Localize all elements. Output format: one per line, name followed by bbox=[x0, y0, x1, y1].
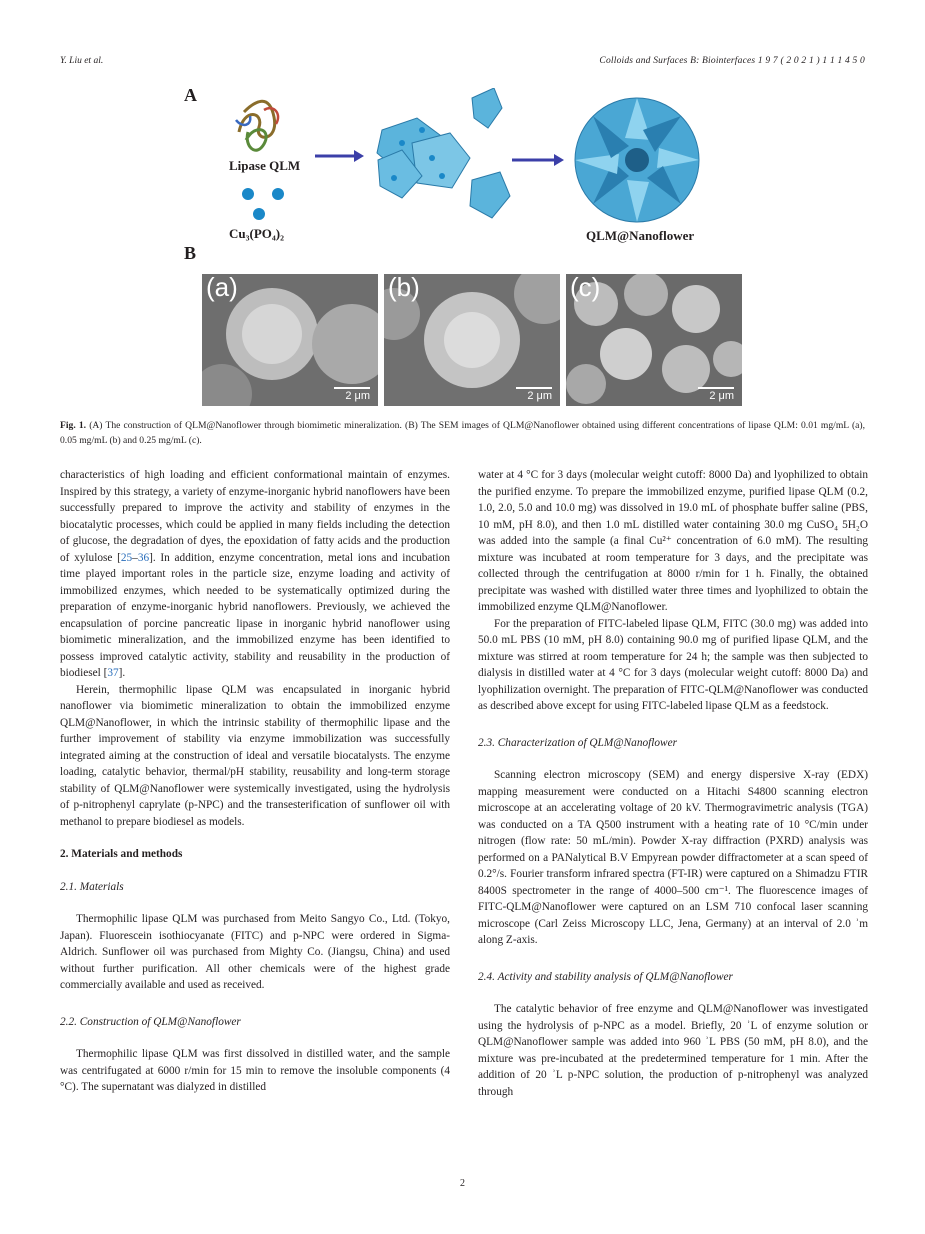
mineral-label: Cu₃(PO₄)₂ bbox=[229, 226, 285, 241]
panel-a-label: A bbox=[184, 85, 197, 105]
sem-image-a bbox=[202, 274, 378, 406]
paragraph-text: ]. bbox=[118, 667, 126, 679]
copper-phosphate-balls bbox=[242, 188, 284, 220]
paragraph: The catalytic behavior of free enzyme and QLM@Nanoflower was investigated using the hydrolysis of p-NPC as a model. Briefly, 20 ʾL of enzyme solution or QLM@Nanoflower sample was added into 960 ʾL PBS (50 mM, pH 8.0), and the mixture was pre-incubated at the predetermined temperature for 1 min. After the addition of 20 ʾL p-NPC solution, the production of p-nitrophenyl was analyzed through bbox=[478, 1003, 868, 1098]
figure-caption bbox=[60, 418, 865, 448]
subsection-heading: 2.2. Construction of QLM@Nanoflower bbox=[60, 1015, 241, 1028]
enzyme-label: Lipase QLM bbox=[229, 158, 301, 173]
paragraph-text: characteristics of high loading and efficient conformational maintain of enzymes. Inspired by this strategy, a variety of enzyme-inorganic hybrid nanoflowers have been successfully prepared to improve the activity and stability of enzymes in the biocatalytic processes, which could be applied in many fields including the detection of glucose, the degradation of dyes, the epoxidation of fatty acids and the production of xylulose [ bbox=[60, 469, 450, 564]
scale-bar bbox=[516, 387, 552, 389]
product-label: QLM@Nanoflower bbox=[586, 228, 695, 243]
subsection-heading: 2.4. Activity and stability analysis of QLM@Nanoflower bbox=[478, 970, 733, 983]
sem-tag: (a) bbox=[206, 274, 238, 302]
arrow-1 bbox=[315, 150, 364, 162]
caption-prefix: Fig. 1. bbox=[60, 420, 87, 431]
sem-tag: (c) bbox=[570, 274, 601, 302]
section-heading: 2. Materials and methods bbox=[60, 848, 183, 860]
figure-1 bbox=[182, 85, 842, 408]
right-column bbox=[478, 467, 868, 1100]
paragraph: Herein, thermophilic lipase QLM was encapsulated in inorganic hybrid nanoflower via biomimetic mineralization to obtain the immobilized enzyme QLM@Nanoflower, in which the intrinsic stability of thermophilic lipase and the further improvement of stability via enzyme immobilization was successfully integrated aiming at the construction of ideal and versatile biocatalysts. The enzyme loading, catalytic behavior, thermal/pH stability, reusability and long-term storage stability of QLM@Nanoflower were systemically investigated, using the hydrolysis of p-nitrophenyl caprylate (p-NPC) and the transesterification of sunflower oil with methanol to prepare biodiesel as models. bbox=[60, 683, 450, 828]
scale-label: 2 μm bbox=[709, 390, 734, 402]
scale-label: 2 μm bbox=[527, 390, 552, 402]
panel-b-label: B bbox=[184, 243, 197, 263]
paragraph-text: ]. In addition, enzyme concentration, metal ions and incubation time played important roles in the particle size, enzyme loading and activity of immobilized enzymes, which needed to be systematically optimized during the preparation of enzyme-inorganic hybrid nanoflowers. Previously, we achieved the encapsulation of porcine pancreatic lipase in inorganic hybrid nanoflower using biomimetic mineralization, and the immobilized enzyme has been identified to possess improved catalytic activity, stability and reusability in the production of biodiesel [ bbox=[60, 551, 450, 679]
lipase-structure-icon bbox=[236, 101, 278, 150]
paragraph: Thermophilic lipase QLM was first dissolved in distilled water, and the sample was centrifugated at 6000 r/min for 15 min to remove the insoluble components (4 °C). The supernatant was dialyzed in distilled bbox=[60, 1048, 450, 1093]
citation-link[interactable]: 25 bbox=[120, 551, 133, 564]
crystal-sheet-bottom bbox=[470, 172, 510, 218]
caption-text: (A) The construction of QLM@Nanoflower through biomimetic mineralization. (B) The SEM images of QLM@Nanoflower obtained using different concentrations of lipase QLM: 0.01 mg/mL (a), 0.05 mg/mL (b) and 0.25 mg/mL (c). bbox=[60, 420, 865, 446]
citation-link[interactable]: 36 bbox=[137, 551, 150, 564]
paragraph: Thermophilic lipase QLM was purchased from Meito Sangyo Co., Ltd. (Tokyo, Japan). Fluorescein isothiocyanate (FITC) and p-NPC were ordered in Sigma-Aldrich. Sunflower oil was purchased from Mighty Co. (Jiangsu, China) and used without further purification. All other chemicals were of the highest grade commercially available and used as received. bbox=[60, 913, 450, 991]
running-header-authors: Y. Liu et al. bbox=[60, 56, 104, 66]
scale-bar bbox=[698, 387, 734, 389]
arrow-2 bbox=[512, 154, 564, 166]
subsection-heading: 2.3. Characterization of QLM@Nanoflower bbox=[478, 736, 677, 749]
left-column bbox=[60, 467, 450, 1096]
scale-label: 2 μm bbox=[345, 390, 370, 402]
nanoflower-icon bbox=[575, 98, 699, 222]
paragraph: characteristics of high loading and efficient conformational maintain of enzymes. Inspired by this strategy, a variety of enzyme-inorganic hybrid nanoflowers have been successfully prepared to improve the activity and stability of enzymes in the biocatalytic processes, which could be applied in many fields including the detection of glucose, the degradation of dyes, the epoxidation of fatty acids and the production of xylulose [25–36]. In addition, enzyme concentration, metal ions and incubation time played important roles in the particle size, enzyme loading and activity of immobilized enzymes, which needed to be systematically optimized during the preparation of enzyme-inorganic hybrid nanoflowers. Previously, we achieved the encapsulation of porcine pancreatic lipase in inorganic hybrid nanoflower using biomimetic mineralization, and the immobilized enzyme has been identified to possess improved catalytic activity, stability and reusability in the production of biodiesel [37]. bbox=[60, 469, 450, 679]
subsection-heading: 2.1. Materials bbox=[60, 880, 124, 893]
sem-image-c bbox=[566, 274, 742, 406]
paragraph: Scanning electron microscopy (SEM) and energy dispersive X-ray (EDX) mapping measurement were conducted on a Hitachi S4800 scanning electron microscope at an accelerating voltage of 20 kV. Thermogravimetric analysis (TGA) was conducted on a TA Q500 instrument with a heating rate of 10 °C/min under nitrogen (flow rate: 50 mL/min). Powder X-ray diffraction (PXRD) analysis was performed on a PANalytical B.V Empyrean powder diffractometer at a scan speed of 0.2°/s. Fourier transform infrared spectra (FT-IR) were captured on a Shimadzu FTIR 8400S spectrometer in the range of 4000–500 cm⁻¹. The fluorescence images of FITC-QLM@Nanoflower were captured on an LSM 710 confocal laser scanning microscope (Carl Zeiss Microscopy LLC, Jena, Germany) at an interval of 2.0 ʾm along Z-axis. bbox=[478, 769, 868, 946]
citation-link[interactable]: 37 bbox=[107, 667, 119, 679]
paragraph: water at 4 °C for 3 days (molecular weight cutoff: 8000 Da) and lyophilized to obtain the purified enzyme. To prepare the immobilized enzyme, purified lipase QLM (0.2, 1.0, 2.0, 5.0 and 10.0 mg) was dissolved in 19.0 mL of phosphate buffer saline (PBS, 10 mM, pH 8.0), and then 1.0 mL distilled water containing 30.0 mg CuSO₄ 5H₂O was added into the sample (a final Cu²⁺ concentration of 6.0 mM). The resulting mixture was incubated at room temperature for 3 days, and the precipitate was collected through the centrifugation at 8000 r/min for 1 h. Finally, the obtained precipitate was washed with distilled water three times and lyophilized to obtain the immobilized enzyme QLM@Nanoflower. bbox=[478, 469, 868, 613]
sem-tag: (b) bbox=[388, 274, 420, 302]
paragraph: For the preparation of FITC-labeled lipase QLM, FITC (30.0 mg) was added into 50.0 mL PBS (10 mM, pH 8.0) containing 90.0 mg of purified lipase QLM, and the mixture was stirred at room temperature for 24 h; the sample was then subjected to dialysis in distilled water at 4 °C for 3 days (molecular weight cutoff: 8000 Da) and lyophilization overnight. The preparation of FITC-QLM@Nanoflower was conducted as described above except for using FITC-labeled lipase QLM as a feedstock. bbox=[478, 617, 868, 712]
running-header-journal: Colloids and Surfaces B: Biointerfaces 1 9 7 ( 2 0 2 1 ) 1 1 1 4 5 0 bbox=[599, 56, 865, 66]
scale-bar bbox=[334, 387, 370, 389]
page-number: 2 bbox=[460, 1178, 465, 1189]
crystal-sheet-top bbox=[472, 88, 502, 128]
crystal-sheets-cluster bbox=[377, 118, 470, 198]
sem-image-b bbox=[384, 274, 560, 406]
